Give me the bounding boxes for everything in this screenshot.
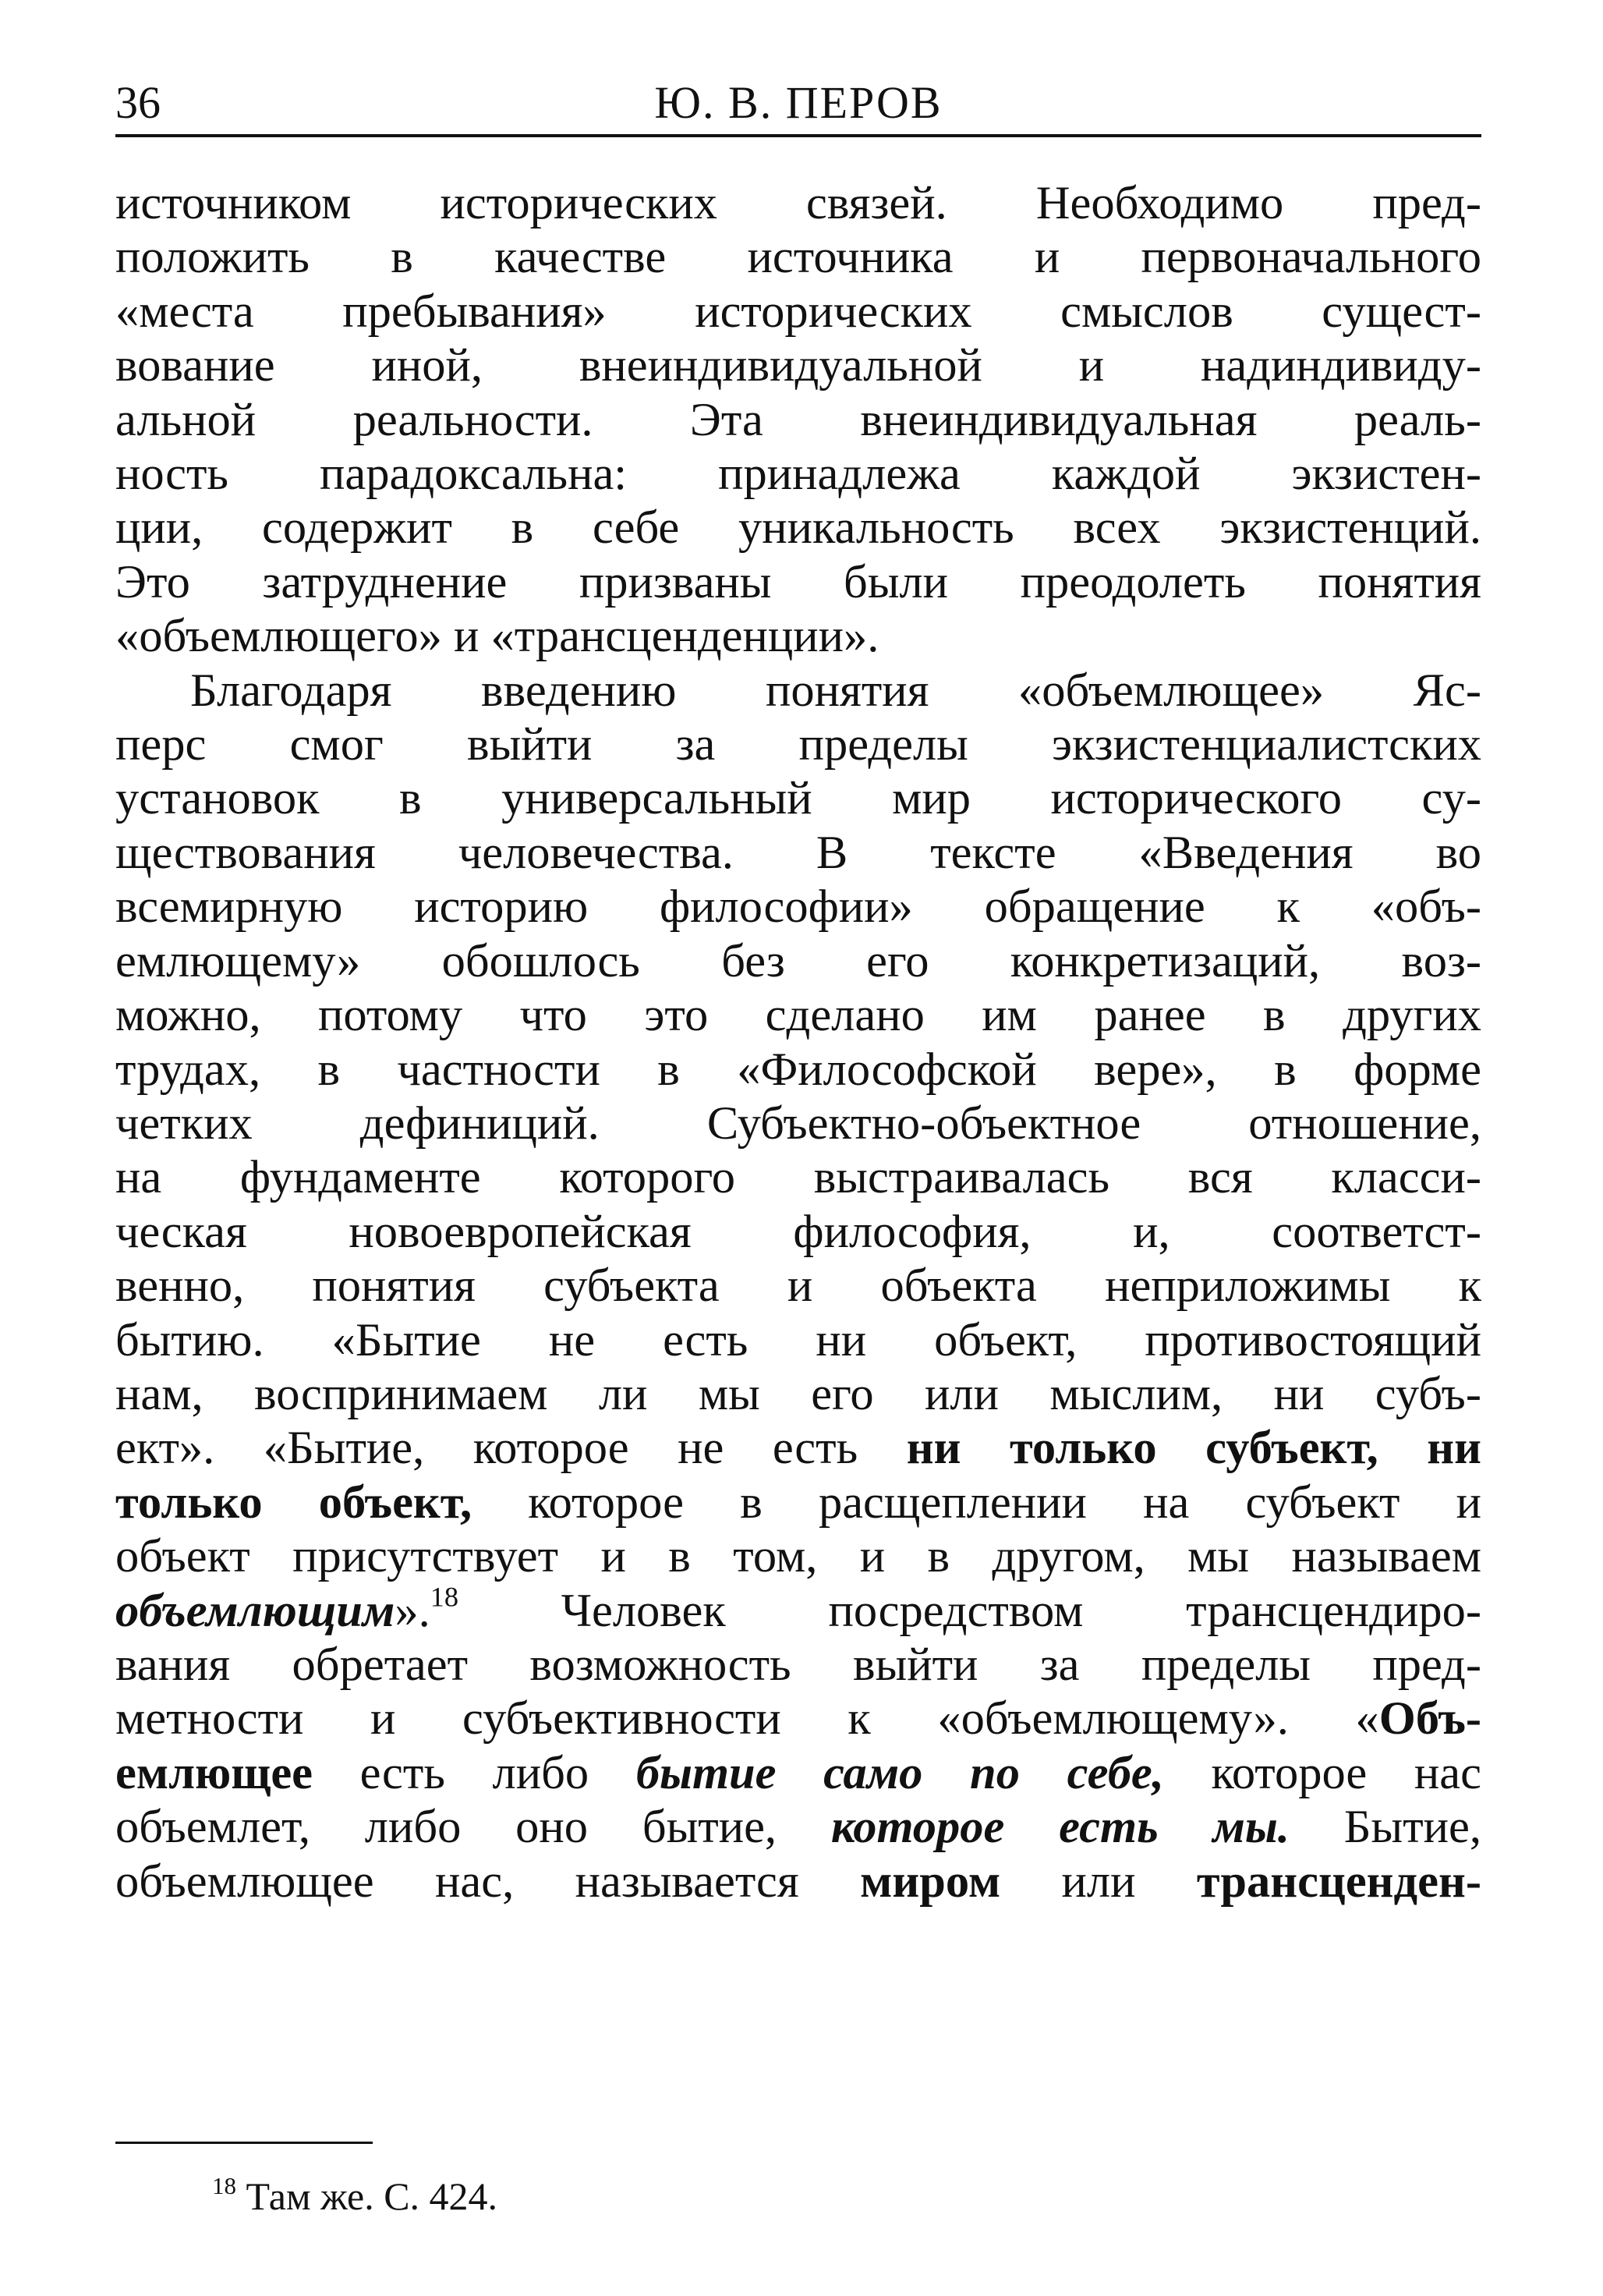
text-line: можно, потому что это сделано им ранее в других — [115, 989, 1481, 1042]
footnote — [212, 2173, 497, 2220]
text-line: альной реальности. Эта внеиндивидуальная реаль- — [115, 393, 1481, 446]
bold-run: Объ- — [1378, 1692, 1481, 1745]
page-number: 36 — [115, 77, 161, 128]
text-run: или — [1000, 1855, 1197, 1908]
footnote-text: Там же. С. 424. — [246, 2174, 498, 2218]
text-run: объемлет, либо оно бытие, — [115, 1801, 831, 1854]
bold-run: трансценден- — [1196, 1855, 1481, 1908]
running-title: Ю. В. ПЕРОВ — [654, 77, 943, 128]
bold-italic-run: которое есть мы. — [830, 1801, 1290, 1854]
text-line: ческая новоевропейская философия, и, соответст- — [115, 1205, 1481, 1258]
page-header — [115, 72, 1481, 137]
text-line: «места пребывания» исторических смыслов сущест- — [115, 285, 1481, 338]
text-run: есть либо — [313, 1746, 636, 1799]
bold-italic-run: бытие само по себе, — [635, 1746, 1164, 1799]
text-line: перс смог выйти за пределы экзистенциалистских — [115, 718, 1481, 771]
text-line: Благодаря введению понятия «объемлющее» Яс- — [190, 664, 1481, 717]
text-line: ции, содержит в себе уникальность всех экзистенций. — [115, 501, 1481, 555]
text-line — [115, 1421, 1481, 1475]
text-line: на фундаменте которого выстраивалась вся класси- — [115, 1151, 1481, 1204]
footnote-divider — [115, 2142, 373, 2144]
footnote-marker: 18 — [212, 2171, 236, 2199]
text-run: Человек посредством трансцендиро- — [458, 1584, 1481, 1637]
text-line: вование иной, внеиндивидуальной и надиндивиду- — [115, 339, 1481, 392]
text-line: объект присутствует и в том, и в другом, мы называем — [115, 1530, 1481, 1583]
text-line: венно, понятия субъекта и объекта неприложимы к — [115, 1260, 1481, 1313]
text-line: вания обретает возможность выйти за пределы пред- — [115, 1638, 1481, 1691]
footnote-ref: 18 — [430, 1581, 458, 1613]
text-line: положить в качестве источника и первоначального — [115, 231, 1481, 284]
body-text — [115, 176, 1481, 1908]
text-line — [115, 1476, 1481, 1529]
text-line: емлющему» обошлось без его конкретизаций, воз- — [115, 934, 1481, 987]
text-line: трудах, в частности в «Философской вере», в форме — [115, 1043, 1481, 1096]
text-run: ». — [395, 1584, 430, 1637]
text-line — [115, 1746, 1481, 1800]
text-line: ществования человечества. В тексте «Введения во — [115, 826, 1481, 879]
text-line: нам, воспринимаем ли мы его или мыслим, ни субъ- — [115, 1367, 1481, 1420]
text-line: ность парадоксальна: принадлежа каждой экзистен- — [115, 448, 1481, 501]
bold-run: миром — [860, 1855, 1001, 1908]
bold-run: емлющее — [115, 1746, 313, 1799]
text-line — [115, 1855, 1481, 1908]
bold-italic-run: объемлющим — [115, 1584, 395, 1637]
text-line: четких дефиниций. Субъектно-объектное отношение, — [115, 1097, 1481, 1150]
text-line: источником исторических связей. Необходимо пред- — [115, 177, 1481, 229]
text-run: которое в расщеплении на субъект и — [472, 1476, 1481, 1529]
text-run: Бытие, — [1290, 1801, 1481, 1854]
bold-run: ни только субъект, ни — [906, 1422, 1481, 1475]
text-line: «объемлющего» и «трансценденции». — [115, 610, 879, 663]
text-line: бытию. «Бытие не есть ни объект, противостоящий — [115, 1313, 1481, 1366]
text-line — [115, 1692, 1481, 1745]
text-line: Это затруднение призваны были преодолеть понятия — [115, 555, 1481, 608]
text-run: объемлющее нас, называется — [115, 1855, 861, 1908]
text-run: метности и субъективности к «объемлющему». « — [115, 1692, 1379, 1745]
bold-run: только объект, — [115, 1476, 472, 1529]
text-line: всемирную историю философии» обращение к «объ- — [115, 880, 1481, 934]
text-run: которое нас — [1163, 1746, 1482, 1799]
text-line — [115, 1581, 1481, 1638]
text-run: ект». «Бытие, которое не есть — [115, 1422, 907, 1475]
text-line: установок в универсальный мир исторического су- — [115, 772, 1481, 825]
text-line — [115, 1800, 1481, 1854]
